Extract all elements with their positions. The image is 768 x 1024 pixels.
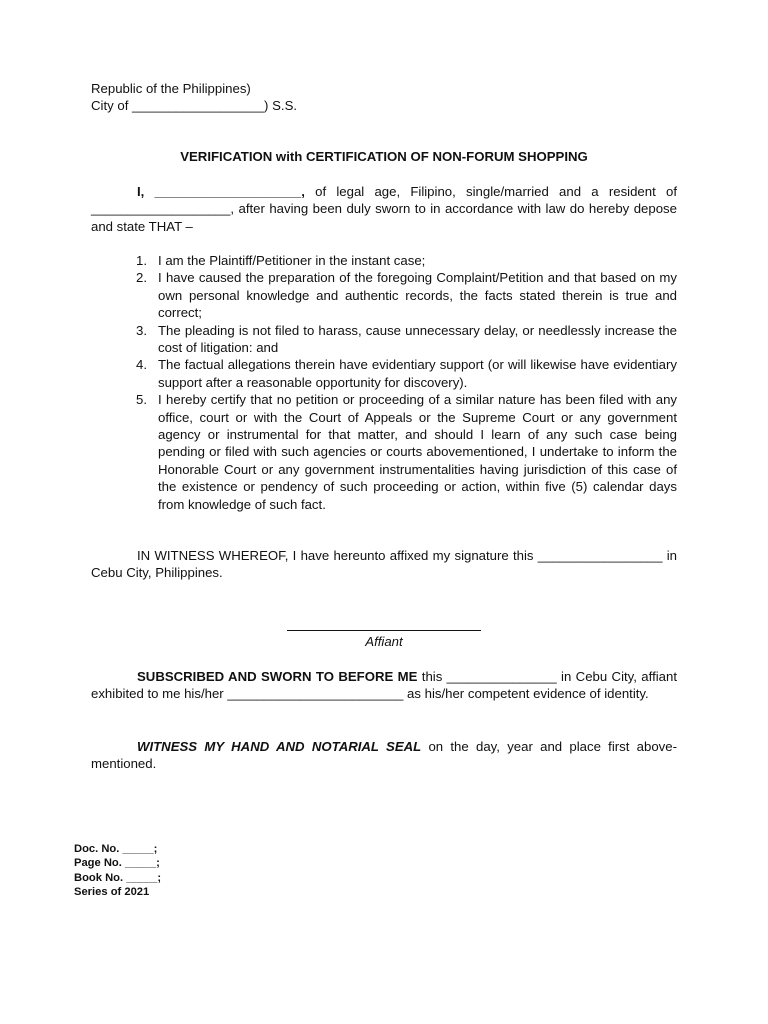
item-number: 2. [136,270,147,286]
notarial-lead: WITNESS MY HAND AND NOTARIAL SEAL [137,739,422,754]
document-title: VERIFICATION with CERTIFICATION OF NON-FORUM SHOPPING [180,149,588,164]
witness-text: IN WITNESS WHEREOF, I have hereunto affixed my signature this _________________ in Cebu City, Philippines. [91,548,677,581]
signature-line [287,630,481,631]
affiant-label: Affiant [365,634,403,649]
intro-text: of legal age, Filipino, single/married and a resident of ___________________, after having been duly sworn to in accordance with law do hereby depose and state THAT – [91,184,677,234]
jurat-paragraph [91,668,677,703]
list-item [136,391,677,513]
item-text: The pleading is not filed to harass, cause unnecessary delay, or needlessly increase the cost of litigation: and [158,322,677,356]
intro-paragraph [91,183,677,235]
list-item [136,322,677,357]
caption-republic: Republic of the Philippines) [91,81,251,96]
affiant-name-blank: I, ____________________, [137,184,305,199]
item-text: The factual allegations therein have evidentiary support (or will likewise have evidentiary support after a reasonable opportunity for discovery). [158,357,677,390]
item-text: I have caused the preparation of the foregoing Complaint/Petition and that based on my own personal knowledge and authentic records, the facts stated therein is true and correct; [158,270,677,321]
statement-list [136,252,677,513]
venue-caption [91,80,681,115]
doc-number: Doc. No. _____; [74,843,158,855]
list-item [136,252,677,269]
book-number: Book No. _____; [74,871,162,884]
list-item [136,269,677,321]
caption-city: City of __________________) S.S. [91,98,298,114]
series-year: Series of 2021 [74,886,150,899]
item-text: I am the Plaintiff/Petitioner in the instant case; [158,253,426,268]
notarial-paragraph [91,738,677,773]
item-number: 4. [136,357,147,373]
witness-paragraph [91,547,677,582]
item-number: 3. [136,322,147,338]
jurat-text: this _______________ in Cebu City, affiant exhibited to me his/her ________________________ as his/her competent evidence of identity. [91,669,677,702]
jurat-lead: SUBSCRIBED AND SWORN TO BEFORE ME [137,669,418,684]
list-item [136,356,677,391]
page-number: Page No. _____; [74,857,160,870]
item-number: 1. [136,253,147,268]
item-number: 5. [136,392,147,408]
notary-register [74,842,161,900]
item-text: I hereby certify that no petition or proceeding of a similar nature has been filed with any office, court or with the Court of Appeals or the Supreme Court or any government agency or instrumental for that matter, and should I learn of any such case being pending or filed with such agencies or courts abovementioned, I undertake to inform the Honorable Court or any government instrumentalities having jurisdiction of this case of the existence or pendency of such proceeding or action, within five (5) calendar days from knowledge of such fact. [158,392,677,512]
notarial-text: on the day, year and place first above-mentioned. [91,739,677,772]
